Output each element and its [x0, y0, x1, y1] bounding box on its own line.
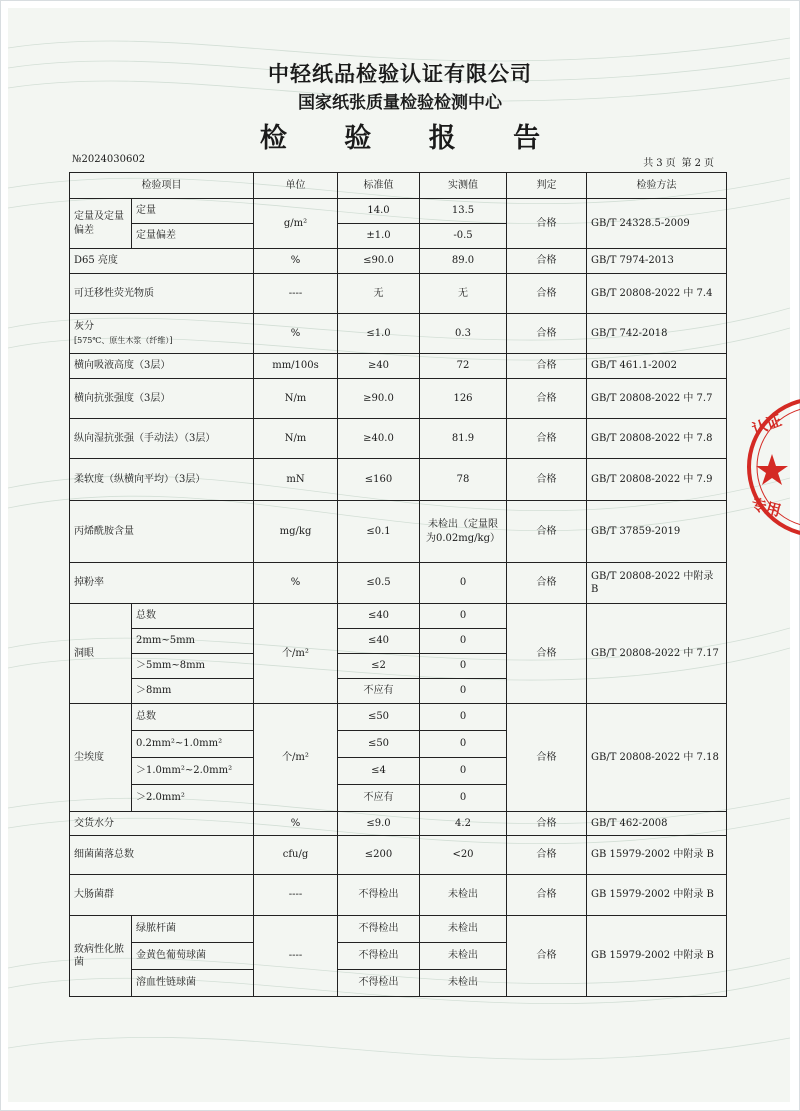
col-header-item: 检验项目 — [70, 173, 254, 199]
seal-text-top: 认证 — [749, 411, 785, 439]
result-cell: 合格 — [507, 314, 587, 354]
page-total-prefix: 共 — [643, 158, 654, 169]
sub-cell: 总数 — [132, 604, 254, 629]
unit-cell: % — [254, 249, 338, 274]
standard-cell: 不应有 — [338, 785, 420, 812]
item-cell: 丙烯酰胺含量 — [70, 501, 254, 563]
standard-cell: ≤2 — [338, 654, 420, 679]
measured-cell: 0 — [420, 604, 507, 629]
result-cell: 合格 — [507, 916, 587, 997]
standard-cell: ≥90.0 — [338, 379, 420, 419]
page-total: 3 — [656, 158, 663, 169]
official-seal-stamp — [742, 392, 800, 542]
item-cell: 可迁移性荧光物质 — [70, 274, 254, 314]
measured-cell: 0 — [420, 629, 507, 654]
table-row — [70, 314, 727, 354]
sub-cell: 总数 — [132, 704, 254, 731]
result-cell: 合格 — [507, 379, 587, 419]
method-cell: GB 15979-2002 中附录 B — [587, 875, 727, 916]
report-title: 检 验 报 告 — [259, 123, 565, 154]
table-row — [70, 354, 727, 379]
standard-cell: 不应有 — [338, 679, 420, 704]
table-row — [70, 249, 727, 274]
result-cell: 合格 — [507, 604, 587, 704]
issuer-name: 中轻纸品检验认证有限公司 — [268, 62, 532, 86]
unit-cell: 个/m² — [254, 604, 338, 704]
table-row — [70, 501, 727, 563]
sub-cell: 2mm~5mm — [132, 629, 254, 654]
result-cell: 合格 — [507, 249, 587, 274]
standard-cell: 不得检出 — [338, 875, 420, 916]
measured-cell: 13.5 — [420, 199, 507, 224]
col-header-result: 判定 — [507, 173, 587, 199]
result-cell: 合格 — [507, 563, 587, 604]
col-header-method: 检验方法 — [587, 173, 727, 199]
measured-cell: 89.0 — [420, 249, 507, 274]
unit-cell: ---- — [254, 916, 338, 997]
table-row — [70, 812, 727, 836]
method-cell: GB/T 20808-2022 中 7.4 — [587, 274, 727, 314]
table-row — [70, 704, 727, 731]
col-header-standard: 标准值 — [338, 173, 420, 199]
measured-cell: 未检出 — [420, 916, 507, 943]
sub-cell: ＞2.0mm² — [132, 785, 254, 812]
report-number: №2024030602 — [72, 154, 146, 165]
sub-cell: ＞1.0mm²~2.0mm² — [132, 758, 254, 785]
standard-cell: 不得检出 — [338, 970, 420, 997]
measured-cell: 81.9 — [420, 419, 507, 459]
item-cell: 交货水分 — [70, 812, 254, 836]
measured-cell: 未检出（定量限为0.02mg/kg） — [420, 501, 507, 563]
method-cell: GB/T 20808-2022 中 7.18 — [587, 704, 727, 812]
page-current: 2 — [694, 158, 701, 169]
item-cell: 大肠菌群 — [70, 875, 254, 916]
table-row — [70, 875, 727, 916]
standard-cell: ≥40 — [338, 354, 420, 379]
results-table — [69, 172, 727, 997]
table-row — [70, 916, 727, 943]
item-cell: 横向吸液高度（3层） — [70, 354, 254, 379]
table-row — [70, 379, 727, 419]
standard-cell: ≤1.0 — [338, 314, 420, 354]
item-ash-note: [575℃、原生木浆（纤维）] — [74, 335, 173, 345]
standard-cell: ≤0.5 — [338, 563, 420, 604]
unit-cell: ---- — [254, 875, 338, 916]
result-cell: 合格 — [507, 704, 587, 812]
unit-cell: cfu/g — [254, 836, 338, 875]
item-ash: 灰分 — [74, 321, 94, 332]
table-row — [70, 419, 727, 459]
page-total-unit: 页 — [665, 158, 676, 169]
standard-cell: ≤40 — [338, 629, 420, 654]
page-info — [640, 154, 714, 169]
item-dirt: 尘埃度 — [70, 704, 132, 812]
measured-cell: 0 — [420, 654, 507, 679]
standard-cell: ≤50 — [338, 731, 420, 758]
measured-cell: 0 — [420, 563, 507, 604]
page-current-prefix: 第 — [681, 158, 692, 169]
measured-cell: 未检出 — [420, 970, 507, 997]
item-cell: 纵向湿抗张强（手动法）（3层） — [70, 419, 254, 459]
standard-cell: ≤200 — [338, 836, 420, 875]
measured-cell: 0 — [420, 731, 507, 758]
method-cell: GB 15979-2002 中附录 B — [587, 916, 727, 997]
standard-cell: ≥40.0 — [338, 419, 420, 459]
method-cell: GB/T 24328.5-2009 — [587, 199, 727, 249]
result-cell: 合格 — [507, 836, 587, 875]
result-cell: 合格 — [507, 199, 587, 249]
standard-cell: ≤0.1 — [338, 501, 420, 563]
result-cell: 合格 — [507, 501, 587, 563]
method-cell: GB/T 7974-2013 — [587, 249, 727, 274]
measured-cell: 未检出 — [420, 875, 507, 916]
measured-cell: 4.2 — [420, 812, 507, 836]
table-row — [70, 199, 727, 224]
standard-cell: 14.0 — [338, 199, 420, 224]
result-cell: 合格 — [507, 354, 587, 379]
standard-cell: 不得检出 — [338, 916, 420, 943]
item-cell — [70, 314, 254, 354]
method-cell: GB/T 20808-2022 中附录 B — [587, 563, 727, 604]
unit-cell: mg/kg — [254, 501, 338, 563]
seal-star-icon — [756, 454, 788, 485]
standard-cell: ≤40 — [338, 604, 420, 629]
unit-cell: % — [254, 812, 338, 836]
unit-cell: g/m² — [254, 199, 338, 249]
result-cell: 合格 — [507, 274, 587, 314]
unit-cell: N/m — [254, 419, 338, 459]
unit-cell: mN — [254, 459, 338, 501]
measured-cell: 0 — [420, 758, 507, 785]
method-cell: GB/T 37859-2019 — [587, 501, 727, 563]
method-cell: GB/T 461.1-2002 — [587, 354, 727, 379]
method-cell: GB/T 20808-2022 中 7.7 — [587, 379, 727, 419]
measured-cell: -0.5 — [420, 224, 507, 249]
item-holes: 洞眼 — [70, 604, 132, 704]
sub-grammage: 定量 — [132, 199, 254, 224]
measured-cell: 0.3 — [420, 314, 507, 354]
standard-cell: ≤9.0 — [338, 812, 420, 836]
standard-cell: ≤90.0 — [338, 249, 420, 274]
center-name: 国家纸张质量检验检测中心 — [298, 93, 502, 113]
method-cell: GB/T 742-2018 — [587, 314, 727, 354]
table-row — [70, 563, 727, 604]
standard-cell: ≤160 — [338, 459, 420, 501]
item-cell: 横向抗张强度（3层） — [70, 379, 254, 419]
standard-cell: 不得检出 — [338, 943, 420, 970]
table-header-row — [70, 173, 727, 199]
method-cell: GB/T 20808-2022 中 7.17 — [587, 604, 727, 704]
item-cell: 柔软度（纵横向平均）（3层） — [70, 459, 254, 501]
unit-cell: 个/m² — [254, 704, 338, 812]
standard-cell: ≤4 — [338, 758, 420, 785]
item-cell: 细菌菌落总数 — [70, 836, 254, 875]
method-cell: GB/T 20808-2022 中 7.9 — [587, 459, 727, 501]
result-cell: 合格 — [507, 419, 587, 459]
measured-cell: 未检出 — [420, 943, 507, 970]
seal-text-bottom: 专用 — [749, 494, 783, 521]
sub-cell: ＞5mm~8mm — [132, 654, 254, 679]
method-cell: GB/T 462-2008 — [587, 812, 727, 836]
item-cell: 掉粉率 — [70, 563, 254, 604]
standard-cell: 无 — [338, 274, 420, 314]
unit-cell: % — [254, 563, 338, 604]
method-cell: GB/T 20808-2022 中 7.8 — [587, 419, 727, 459]
result-cell: 合格 — [507, 812, 587, 836]
result-cell: 合格 — [507, 875, 587, 916]
table-row — [70, 274, 727, 314]
sub-cell: ＞8mm — [132, 679, 254, 704]
measured-cell: 78 — [420, 459, 507, 501]
unit-cell: % — [254, 314, 338, 354]
table-row — [70, 459, 727, 501]
item-cell: D65 亮度 — [70, 249, 254, 274]
measured-cell: 无 — [420, 274, 507, 314]
sub-cell: 绿脓杆菌 — [132, 916, 254, 943]
sub-cell: 金黄色葡萄球菌 — [132, 943, 254, 970]
measured-cell: 126 — [420, 379, 507, 419]
unit-cell: ---- — [254, 274, 338, 314]
measured-cell: 0 — [420, 704, 507, 731]
unit-cell: mm/100s — [254, 354, 338, 379]
item-pathogenic: 致病性化脓菌 — [70, 916, 132, 997]
sub-cell: 0.2mm²~1.0mm² — [132, 731, 254, 758]
standard-cell: ±1.0 — [338, 224, 420, 249]
unit-cell: N/m — [254, 379, 338, 419]
measured-cell: 0 — [420, 785, 507, 812]
col-header-measured: 实测值 — [420, 173, 507, 199]
sub-cell: 溶血性链球菌 — [132, 970, 254, 997]
col-header-unit: 单位 — [254, 173, 338, 199]
standard-cell: ≤50 — [338, 704, 420, 731]
measured-cell: <20 — [420, 836, 507, 875]
method-cell: GB 15979-2002 中附录 B — [587, 836, 727, 875]
measured-cell: 72 — [420, 354, 507, 379]
sub-grammage-deviation: 定量偏差 — [132, 224, 254, 249]
table-row — [70, 604, 727, 629]
table-row — [70, 836, 727, 875]
result-cell: 合格 — [507, 459, 587, 501]
measured-cell: 0 — [420, 679, 507, 704]
item-grammage-deviation: 定量及定量偏差 — [70, 199, 132, 249]
page-current-unit: 页 — [704, 158, 714, 169]
